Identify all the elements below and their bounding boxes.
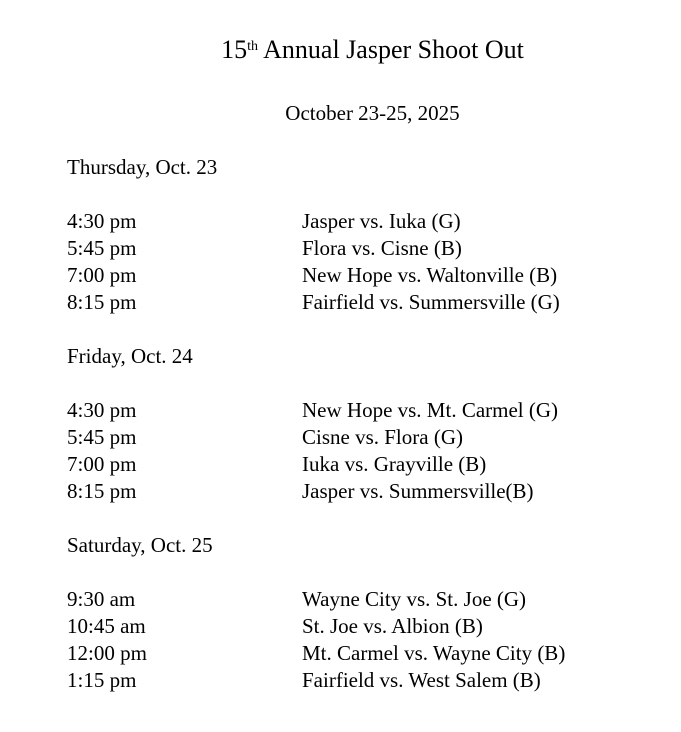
game-time: 8:15 pm <box>67 479 137 503</box>
game-time: 10:45 am <box>67 614 146 638</box>
game-time: 9:30 am <box>67 587 136 611</box>
game-time: 7:00 pm <box>67 263 137 287</box>
game-matchup: Jasper vs. Iuka (G) <box>302 209 461 233</box>
day-heading: Saturday, Oct. 25 <box>67 533 213 557</box>
game-matchup: Fairfield vs. Summersville (G) <box>302 290 560 314</box>
game-time: 4:30 pm <box>67 398 137 422</box>
game-time: 7:00 pm <box>67 452 137 476</box>
game-time: 12:00 pm <box>67 641 147 665</box>
game-time: 8:15 pm <box>67 290 137 314</box>
game-matchup: Iuka vs. Grayville (B) <box>302 452 487 476</box>
day-heading: Thursday, Oct. 23 <box>67 155 218 179</box>
game-matchup: Wayne City vs. St. Joe (G) <box>302 587 527 611</box>
game-matchup: St. Joe vs. Albion (B) <box>302 614 483 638</box>
title-ordinal-suffix: th <box>247 39 259 54</box>
game-matchup: New Hope vs. Waltonville (B) <box>302 263 558 287</box>
game-time: 5:45 pm <box>67 425 137 449</box>
game-matchup: Flora vs. Cisne (B) <box>302 236 462 260</box>
event-dates: October 23-25, 2025 <box>285 101 460 125</box>
game-matchup: Cisne vs. Flora (G) <box>302 425 463 449</box>
day-heading: Friday, Oct. 24 <box>67 344 193 368</box>
game-time: 1:15 pm <box>67 668 137 692</box>
game-matchup: Jasper vs. Summersville(B) <box>302 479 534 503</box>
game-matchup: Fairfield vs. West Salem (B) <box>302 668 541 692</box>
game-matchup: Mt. Carmel vs. Wayne City (B) <box>302 641 566 665</box>
title-text: Annual Jasper Shoot Out <box>263 35 524 64</box>
game-time: 5:45 pm <box>67 236 137 260</box>
game-matchup: New Hope vs. Mt. Carmel (G) <box>302 398 559 422</box>
title-ordinal: 15 <box>221 35 248 64</box>
game-time: 4:30 pm <box>67 209 137 233</box>
document-title <box>0 34 681 66</box>
